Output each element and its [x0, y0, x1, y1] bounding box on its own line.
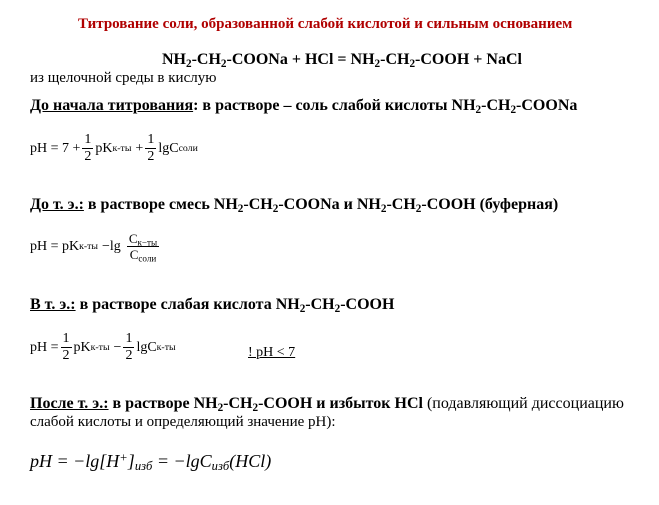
- reaction-equation: $NH_2-CH_2$-COONa + HCl = $NH_2-CH_2$-COOH + NaCl: [162, 51, 522, 70]
- page-title: Титрование соли, образованной слабой кислотой и сильным основанием: [78, 16, 573, 32]
- formula-after-eq-point: pH = $-\lg[H^+]_{изб} = -\lg C_{изб}(HCl)$: [30, 450, 272, 474]
- section-after-eq-point: После т. э.: в растворе $NH_2-CH_2$-COOH и избыток HCl (подавляющий диссоциацию: [30, 395, 624, 414]
- formula-eq-point: pH = $\frac{1}{2}$ pK к-ты − $\frac{1}{2}$ lgC к-ты: [30, 331, 176, 363]
- formula-buffer: pH = pK к-ты −lg $\frac{C_{к-ты}}{C_{соли}}$: [30, 231, 158, 264]
- section-before-titration: До начала титрования: в растворе – соль слабой кислоты $NH_2-CH_2$-COONa: [30, 97, 578, 116]
- section-after-eq-point-line2: слабой кислоты и определяющий значение pH):: [30, 414, 336, 430]
- formula-before-titration: pH = 7 + $\frac{1}{2}$ pK к-ты + $\frac{1}{2}$ lgC соли: [30, 132, 198, 164]
- section-at-eq-point: В т. э.: в растворе слабая кислота $NH_2-CH_2$-COOH: [30, 296, 395, 315]
- ph-note: ! pH < 7: [248, 345, 296, 360]
- section-before-eq-point: До т. э.: в растворе смесь $NH_2-CH_2$-COONa и $NH_2-CH_2$-COOH (буферная): [30, 196, 559, 215]
- medium-note: из щелочной среды в кислую: [30, 70, 217, 86]
